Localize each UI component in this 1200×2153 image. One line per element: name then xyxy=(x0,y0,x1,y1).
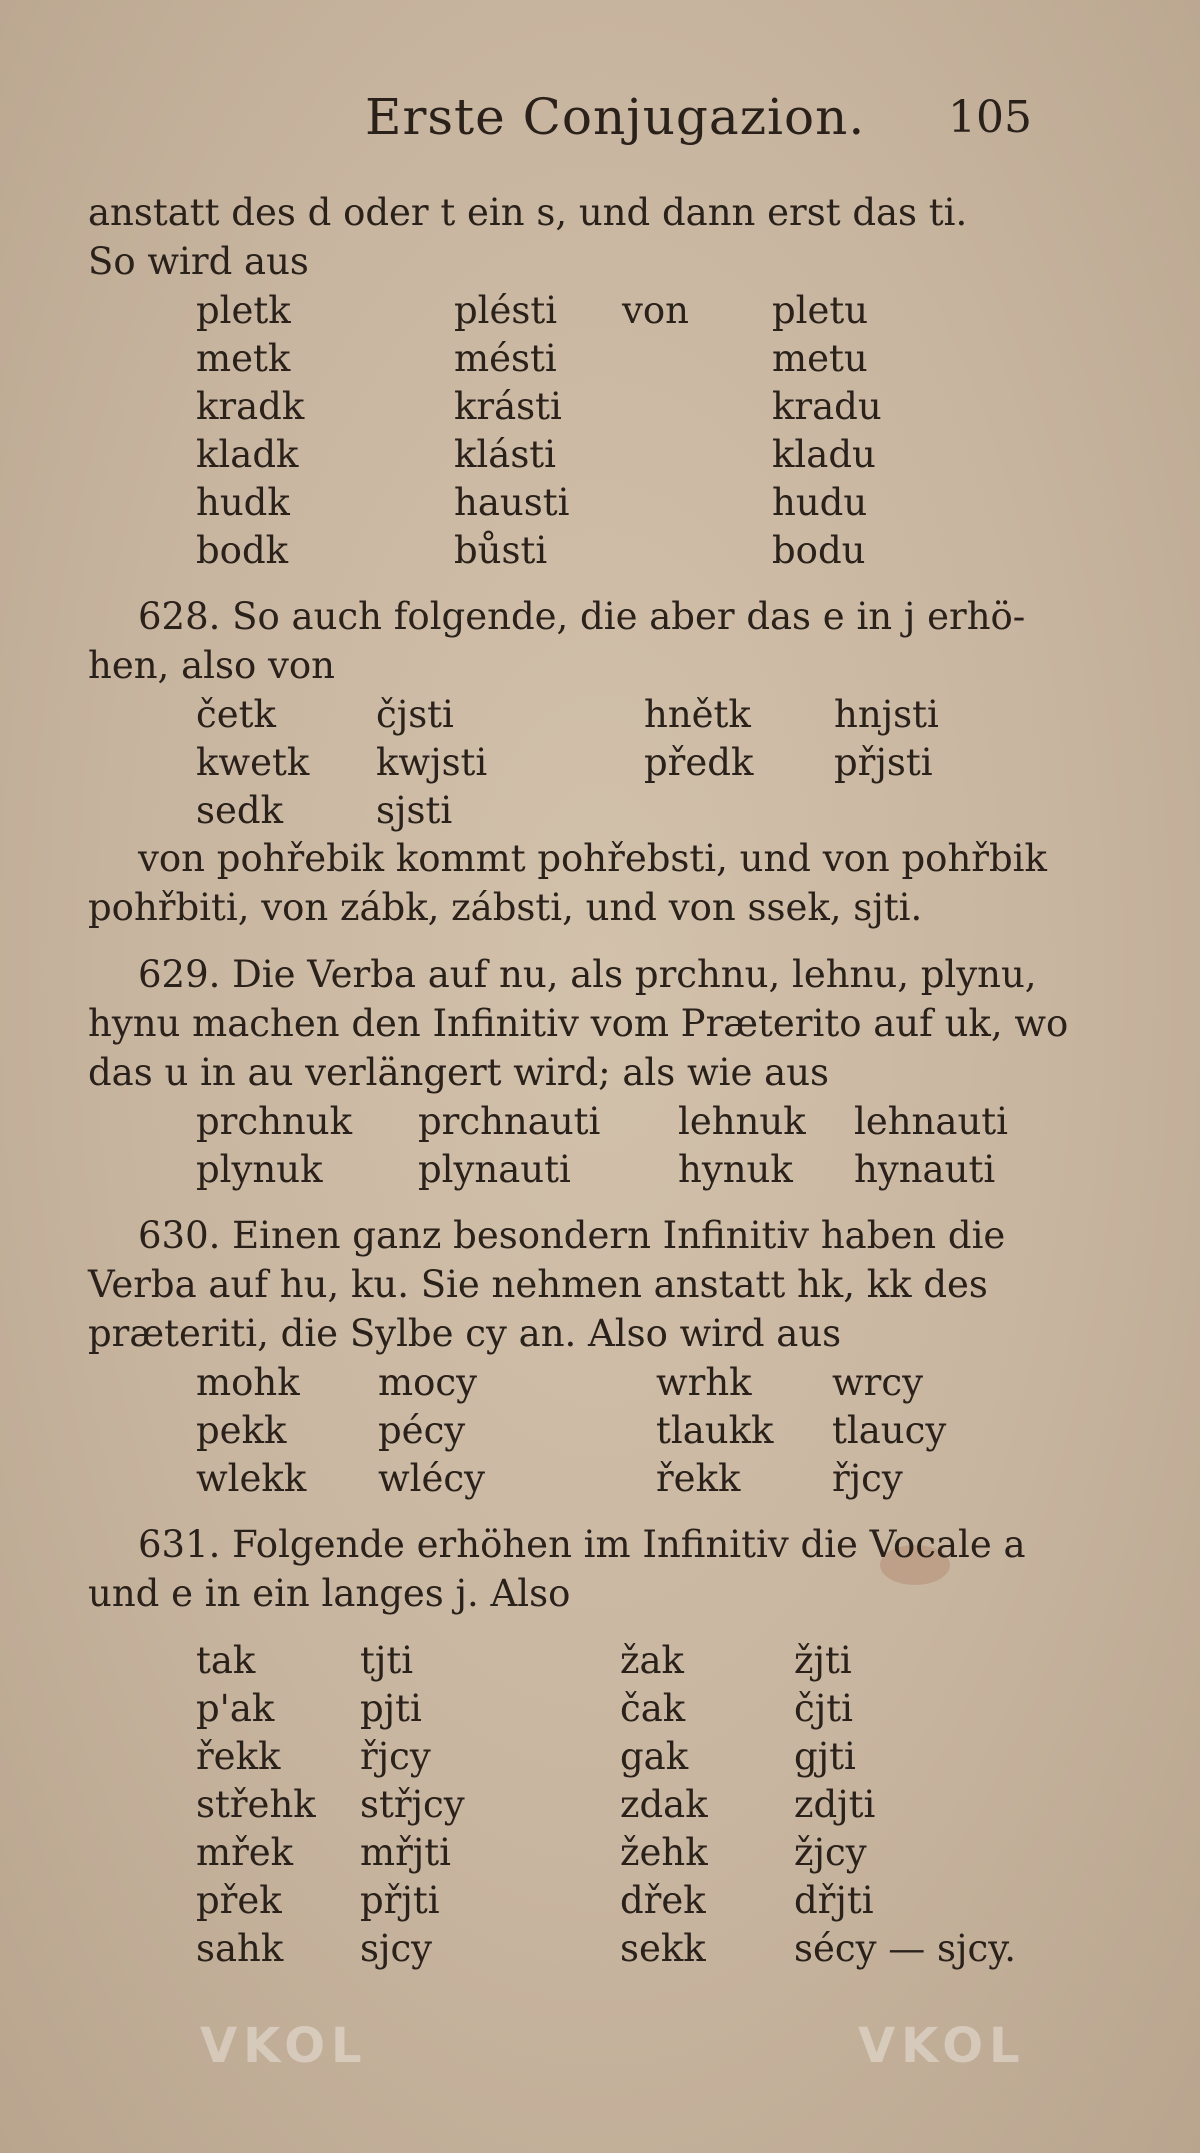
table-cell: pécy xyxy=(378,1409,466,1452)
table-cell: řjcy xyxy=(832,1457,903,1500)
table-cell: žak xyxy=(620,1639,684,1682)
table-row xyxy=(196,334,1028,382)
table-row xyxy=(196,786,1028,834)
table-cell xyxy=(622,334,772,382)
paragraph-628-tail-line: von pohřebik kommt pohřebsti, und von pohřbik xyxy=(138,837,1047,880)
paragraph-631-line: und e in ein langes j. Also xyxy=(88,1572,571,1615)
table-cell xyxy=(622,382,772,430)
table-cell: bodk xyxy=(196,529,289,572)
table-cell: gak xyxy=(620,1735,689,1778)
table-cell: sécy — sjcy. xyxy=(794,1927,1016,1970)
table-row xyxy=(196,430,1028,478)
page-header xyxy=(0,88,1200,158)
table-row xyxy=(196,1732,1028,1780)
table-cell: kwetk xyxy=(196,741,310,784)
table-row xyxy=(196,690,1028,738)
table-cell: plésti xyxy=(454,289,558,332)
table-cell: zdjti xyxy=(794,1783,876,1826)
table-cell: von xyxy=(622,289,690,332)
table-row xyxy=(196,382,1028,430)
conjugation-table-1 xyxy=(196,286,1028,574)
table-cell: hausti xyxy=(454,481,570,524)
table-cell: sjcy xyxy=(360,1927,433,1970)
table-cell: kwjsti xyxy=(376,741,488,784)
page-number: 105 xyxy=(948,92,1032,143)
table-cell: metu xyxy=(772,337,868,380)
table-cell: metk xyxy=(196,337,291,380)
table-cell: kradk xyxy=(196,385,305,428)
table-cell: mohk xyxy=(196,1361,300,1404)
table-cell: přjsti xyxy=(834,741,933,784)
table-cell: střehk xyxy=(196,1783,316,1826)
table-cell: čjsti xyxy=(376,693,454,736)
table-cell: žehk xyxy=(620,1831,708,1874)
table-cell: čjti xyxy=(794,1687,853,1730)
table-cell: přjti xyxy=(360,1879,440,1922)
conjugation-table-2 xyxy=(196,690,1028,834)
table-cell xyxy=(622,430,772,478)
table-row xyxy=(196,286,1028,334)
table-cell: plynuk xyxy=(196,1148,323,1191)
table-cell: pjti xyxy=(360,1687,422,1730)
table-row xyxy=(196,478,1028,526)
table-cell: hnjsti xyxy=(834,693,939,736)
paragraph-630-line: Verba auf hu, ku. Sie nehmen anstatt hk, kk des xyxy=(88,1263,988,1306)
table-cell: kladu xyxy=(772,433,876,476)
library-watermark: VKOL xyxy=(858,2018,1026,2074)
paragraph-629-line: das u in au verlängert wird; als wie aus xyxy=(88,1051,830,1094)
table-row xyxy=(196,1406,1028,1454)
table-cell: tlaukk xyxy=(656,1409,774,1452)
table-cell: wlekk xyxy=(196,1457,307,1500)
table-cell: sahk xyxy=(196,1927,284,1970)
paragraph-630-line: 630. Einen ganz besondern Infinitiv haben die xyxy=(138,1214,1006,1257)
table-cell: mřjti xyxy=(360,1831,451,1874)
table-cell: kradu xyxy=(772,385,882,428)
table-cell: hudu xyxy=(772,481,868,524)
table-row xyxy=(196,1636,1028,1684)
paragraph-628-tail-line: pohřbiti, von zábk, zábsti, und von ssek, sjti. xyxy=(88,886,923,929)
table-cell: lehnuk xyxy=(678,1100,806,1143)
table-cell: tjti xyxy=(360,1639,414,1682)
table-cell: bůsti xyxy=(454,529,548,572)
table-cell: p'ak xyxy=(196,1687,275,1730)
table-cell: krásti xyxy=(454,385,562,428)
conjugation-table-3 xyxy=(196,1097,1028,1193)
paragraph-628-line: hen, also von xyxy=(88,644,336,687)
table-row xyxy=(196,526,1028,574)
library-watermark: VKOL xyxy=(200,2018,368,2074)
table-row xyxy=(196,1454,1028,1502)
table-cell: hynauti xyxy=(854,1148,996,1191)
table-cell: čak xyxy=(620,1687,686,1730)
table-cell: řjcy xyxy=(360,1735,431,1778)
table-row xyxy=(196,1145,1028,1193)
paragraph-629-line: 629. Die Verba auf nu, als prchnu, lehnu, plynu, xyxy=(138,953,1037,996)
table-cell: kladk xyxy=(196,433,299,476)
paragraph-629-line: hynu machen den Infinitiv vom Præterito auf uk, wo xyxy=(88,1002,1069,1045)
table-cell: hynuk xyxy=(678,1148,793,1191)
table-row xyxy=(196,1780,1028,1828)
table-cell: sedk xyxy=(196,789,283,832)
table-cell: gjti xyxy=(794,1735,856,1778)
conjugation-table-4 xyxy=(196,1358,1028,1502)
table-row xyxy=(196,1097,1028,1145)
table-row xyxy=(196,1876,1028,1924)
table-cell: mésti xyxy=(454,337,557,380)
table-cell: řekk xyxy=(196,1735,281,1778)
table-cell: tlaucy xyxy=(832,1409,947,1452)
table-cell: prchnuk xyxy=(196,1100,353,1143)
table-cell: tak xyxy=(196,1639,256,1682)
table-cell: žjti xyxy=(794,1639,852,1682)
table-cell: klásti xyxy=(454,433,557,476)
table-cell: dřek xyxy=(620,1879,706,1922)
table-cell: předk xyxy=(644,741,754,784)
table-cell: hnětk xyxy=(644,693,751,736)
running-title: Erste Conjugazion. xyxy=(365,88,866,146)
table-row xyxy=(196,1684,1028,1732)
table-cell: střjcy xyxy=(360,1783,465,1826)
table-cell: pekk xyxy=(196,1409,287,1452)
table-cell: řekk xyxy=(656,1457,741,1500)
paragraph-628-line: 628. So auch folgende, die aber das e in j erhö- xyxy=(138,595,1026,638)
paragraph-630-line: præteriti, die Sylbe cy an. Also wird aus xyxy=(88,1312,842,1355)
table-cell: mřek xyxy=(196,1831,294,1874)
conjugation-table-5 xyxy=(196,1636,1028,1972)
table-row xyxy=(196,1358,1028,1406)
table-cell: zdak xyxy=(620,1783,708,1826)
table-cell: pletk xyxy=(196,289,291,332)
table-cell: lehnauti xyxy=(854,1100,1008,1143)
table-cell: bodu xyxy=(772,529,866,572)
table-row xyxy=(196,738,1028,786)
table-cell: prchnauti xyxy=(418,1100,601,1143)
table-cell: plynauti xyxy=(418,1148,571,1191)
table-cell: wlécy xyxy=(378,1457,486,1500)
table-cell: hudk xyxy=(196,481,290,524)
text-line: anstatt des d oder t ein s, und dann erst das ti. xyxy=(88,191,968,234)
table-cell xyxy=(622,478,772,526)
table-cell: přek xyxy=(196,1879,282,1922)
table-row xyxy=(196,1924,1028,1972)
table-cell: wrcy xyxy=(832,1361,923,1404)
table-cell: sjsti xyxy=(376,789,453,832)
table-row xyxy=(196,1828,1028,1876)
table-cell: dřjti xyxy=(794,1879,874,1922)
table-cell: četk xyxy=(196,693,276,736)
table-cell: wrhk xyxy=(656,1361,752,1404)
text-line: So wird aus xyxy=(88,240,309,283)
table-cell: sekk xyxy=(620,1927,706,1970)
page-text xyxy=(88,188,1069,1972)
table-cell xyxy=(622,526,772,574)
table-cell: pletu xyxy=(772,289,869,332)
paragraph-631-line: 631. Folgende erhöhen im Infinitiv die Vocale a xyxy=(138,1523,1026,1566)
table-cell: mocy xyxy=(378,1361,477,1404)
table-cell: žjcy xyxy=(794,1831,867,1874)
